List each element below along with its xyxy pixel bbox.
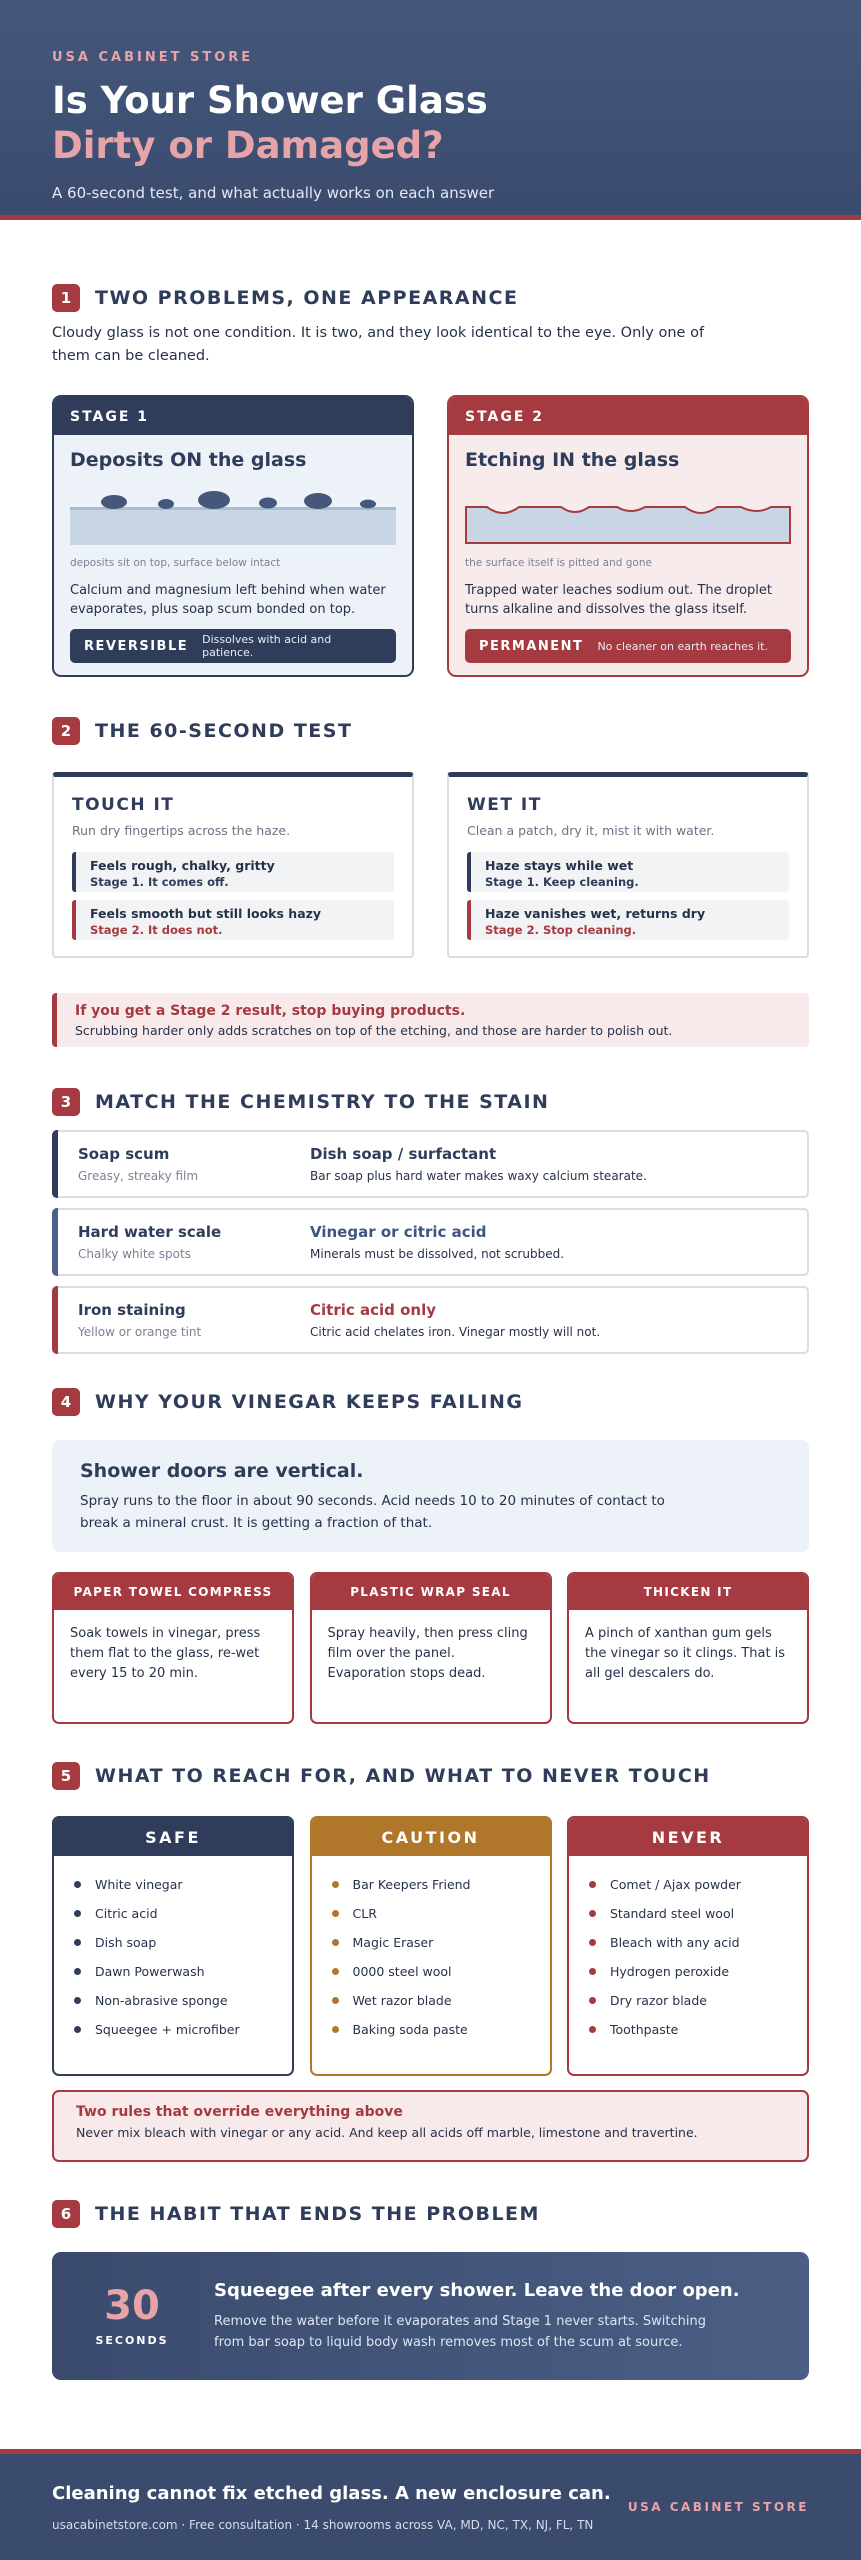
list-item: Dry razor blade [589,1986,807,2015]
column-title: CAUTION [312,1818,550,1856]
main-content [0,284,861,2380]
rules-text: Never mix bleach with vinegar or any acid. And keep all acids off marble, limestone and travertine. [76,2125,698,2140]
stage-caption: deposits sit on top, surface below intact [70,557,281,569]
bullet-dot-icon [589,2026,596,2033]
test-cards [52,772,809,958]
stage-caption: the surface itself is pitted and gone [465,557,652,569]
permanent-tag [465,629,791,663]
stain-remedy: Vinegar or citric acid [310,1223,487,1241]
stage-title: Deposits ON the glass [70,449,307,471]
list-item: Toothpaste [589,2015,807,2044]
result-verdict: Stage 1. It comes off. [90,875,229,889]
alert-text: Scrubbing harder only adds scratches on top of the etching, and those are harder to polish out. [75,1023,673,1038]
section-title: WHAT TO REACH FOR, AND WHAT TO NEVER TOUCH [95,1765,711,1787]
hero-title-line2: Dirty or Damaged? [52,123,444,167]
column-never [567,1816,809,2076]
result-verdict: Stage 1. Keep cleaning. [485,875,639,889]
stain-remedy: Citric acid only [310,1301,436,1319]
etching-illustration [465,485,791,545]
section-heading [52,2200,809,2228]
hero-header [0,0,861,220]
bullet-dot-icon [589,1910,596,1917]
reversible-tag [70,629,396,663]
stain-remedy: Dish soap / surfactant [310,1145,497,1163]
section-title: WHY YOUR VINEGAR KEEPS FAILING [95,1391,524,1413]
tip-title: PLASTIC WRAP SEAL [312,1574,550,1610]
product-list [569,1856,807,2044]
section-heading [52,284,809,312]
bullet-dot-icon [332,1881,339,1888]
tip-title: PAPER TOWEL COMPRESS [54,1574,292,1610]
bullet-dot-icon [332,1910,339,1917]
habit-banner [52,2252,809,2380]
remedy-note: Minerals must be dissolved, not scrubbed. [310,1247,565,1261]
section-heading [52,1388,809,1416]
section-chemistry [52,1088,809,1354]
list-item: Dish soap [74,1928,292,1957]
vinegar-tips [52,1572,809,1724]
chem-row-soap-scum [52,1130,809,1198]
stain-description: Yellow or orange tint [78,1325,202,1339]
section-description: Cloudy glass is not one condition. It is two, and they look identical to the eye. Only one of them can be cleaned. [52,325,705,364]
column-title: NEVER [569,1818,807,1856]
bullet-dot-icon [74,1968,81,1975]
footer-brand: USA CABINET STORE [627,2500,809,2514]
stat-unit: SECONDS [95,2333,169,2347]
vertical-door-info [52,1440,809,1552]
stain-name: Hard water scale [78,1223,222,1241]
list-item: Citric acid [74,1899,292,1928]
tip-text: A pinch of xanthan gum gels the vinegar so it clings. That is all gel descalers do. [585,1626,786,1681]
tag-label: REVERSIBLE [84,638,189,654]
stage-card-2 [447,395,809,677]
tip-plastic-wrap [310,1572,552,1724]
bullet-dot-icon [332,2026,339,2033]
chem-row-hard-water [52,1208,809,1276]
list-item: Squeegee + microfiber [74,2015,292,2044]
result-observation: Haze stays while wet [485,858,634,873]
info-text: Spray runs to the floor in about 90 seconds. Acid needs 10 to 20 minutes of contact to break a mineral crust. It is getting a fraction of that. [80,1493,665,1531]
list-item: Standard steel wool [589,1899,807,1928]
test-title: TOUCH IT [72,795,175,815]
stain-name: Soap scum [78,1145,170,1163]
tag-label: PERMANENT [479,638,584,654]
list-item: Non-abrasive sponge [74,1986,292,2015]
test-card-wet [447,772,809,958]
column-safe [52,1816,294,2076]
result-verdict: Stage 2. It does not. [90,923,223,937]
stage-text: Trapped water leaches sodium out. The droplet turns alkaline and dissolves the glass itself. [465,583,772,617]
bullet-dot-icon [74,1939,81,1946]
test-result-stage1 [467,852,789,892]
test-result-stage1 [72,852,394,892]
bullet-dot-icon [589,1968,596,1975]
section-title: THE 60-SECOND TEST [95,720,353,742]
section-number-badge: 3 [52,1088,80,1116]
list-item: Hydrogen peroxide [589,1957,807,1986]
list-item: Bar Keepers Friend [332,1870,550,1899]
stage2-alert [52,993,809,1047]
stage-card-1 [52,395,414,677]
habit-stat [84,2282,180,2347]
stat-value: 30 [104,2282,160,2329]
stage-label: STAGE 1 [54,397,412,435]
override-rules-box [52,2090,809,2162]
section-number-badge: 4 [52,1388,80,1416]
stage-title: Etching IN the glass [465,449,680,471]
product-list [312,1856,550,2044]
stain-description: Greasy, streaky film [78,1169,199,1183]
section-title: TWO PROBLEMS, ONE APPEARANCE [95,287,519,309]
bullet-dot-icon [332,1939,339,1946]
habit-body [214,2280,740,2353]
test-card-touch [52,772,414,958]
result-observation: Feels smooth but still looks hazy [90,906,322,921]
bullet-dot-icon [589,1881,596,1888]
product-columns [52,1816,809,2076]
section-two-problems [52,284,809,677]
test-title: WET IT [467,795,542,815]
footer-contact: usacabinetstore.com · Free consultation · 14 showrooms across VA, MD, NC, TX, NJ, FL, TN [52,2517,594,2532]
tip-thicken [567,1572,809,1724]
product-list [54,1856,292,2044]
tag-subtext: No cleaner on earth reaches it. [597,639,768,653]
result-verdict: Stage 2. Stop cleaning. [485,923,637,937]
hero-subtitle: A 60-second test, and what actually works on each answer [52,184,495,203]
hero-title-line1: Is Your Shower Glass [52,79,488,122]
section-title: THE HABIT THAT ENDS THE PROBLEM [95,2203,540,2225]
tip-title: THICKEN IT [569,1574,807,1610]
bullet-dot-icon [332,1968,339,1975]
footer-title: Cleaning cannot fix etched glass. A new enclosure can. [52,2482,611,2504]
list-item: Dawn Powerwash [74,1957,292,1986]
remedy-note: Citric acid chelates iron. Vinegar mostly will not. [310,1325,601,1339]
list-item: Comet / Ajax powder [589,1870,807,1899]
section-habit [52,2200,809,2380]
habit-title: Squeegee after every shower. Leave the door open. [214,2279,740,2301]
bullet-dot-icon [589,1997,596,2004]
chem-row-iron [52,1286,809,1354]
section-number-badge: 2 [52,717,80,745]
chemistry-rows [52,1130,809,1354]
bullet-dot-icon [74,2026,81,2033]
section-60-second-test [52,717,809,1047]
bullet-dot-icon [332,1997,339,2004]
column-caution [310,1816,552,2076]
section-number-badge: 5 [52,1762,80,1790]
stain-description: Chalky white spots [78,1247,191,1261]
tag-subtext: Dissolves with acid and patience. [202,633,332,659]
list-item: CLR [332,1899,550,1928]
bullet-dot-icon [589,1939,596,1946]
section-number-badge: 1 [52,284,80,312]
stage-label: STAGE 2 [449,397,807,435]
section-number-badge: 6 [52,2200,80,2228]
list-item: Baking soda paste [332,2015,550,2044]
section-safe-caution-never [52,1762,809,2162]
bullet-dot-icon [74,1997,81,2004]
column-title: SAFE [54,1818,292,1856]
test-result-stage2 [467,900,789,940]
hero-brand: USA CABINET STORE [52,50,254,65]
alert-title: If you get a Stage 2 result, stop buying products. [75,1003,466,1019]
list-item: 0000 steel wool [332,1957,550,1986]
bullet-dot-icon [74,1881,81,1888]
habit-text: Remove the water before it evaporates and Stage 1 never starts. Switching from bar soap to liquid body wash removes most of the scum at source. [214,2313,707,2350]
footer [0,2449,861,2560]
result-observation: Haze vanishes wet, returns dry [485,906,706,921]
test-instruction: Clean a patch, dry it, mist it with water. [467,823,715,838]
tip-text: Spray heavily, then press cling film over the panel. Evaporation stops dead. [327,1626,528,1681]
list-item: Magic Eraser [332,1928,550,1957]
info-title: Shower doors are vertical. [80,1460,364,1482]
footer-left [52,2483,611,2532]
remedy-note: Bar soap plus hard water makes waxy calcium stearate. [310,1169,647,1183]
test-instruction: Run dry fingertips across the haze. [72,823,291,838]
section-vinegar [52,1388,809,1724]
list-item: Bleach with any acid [589,1928,807,1957]
list-item: Wet razor blade [332,1986,550,2015]
section-heading [52,1762,809,1790]
stage-text: Calcium and magnesium left behind when water evaporates, plus soap scum bonded on top. [70,583,386,617]
list-item: White vinegar [74,1870,292,1899]
test-result-stage2 [72,900,394,940]
section-heading [52,717,809,745]
deposits-illustration [70,485,396,545]
rules-title: Two rules that override everything above [76,2104,403,2120]
tip-paper-towel [52,1572,294,1724]
section-title: MATCH THE CHEMISTRY TO THE STAIN [95,1091,550,1113]
result-observation: Feels rough, chalky, gritty [90,858,275,873]
bullet-dot-icon [74,1910,81,1917]
tip-text: Soak towels in vinegar, press them flat to the glass, re-wet every 15 to 20 min. [70,1626,261,1681]
section-heading [52,1088,809,1116]
stain-name: Iron staining [78,1301,186,1319]
stage-cards [52,395,809,677]
